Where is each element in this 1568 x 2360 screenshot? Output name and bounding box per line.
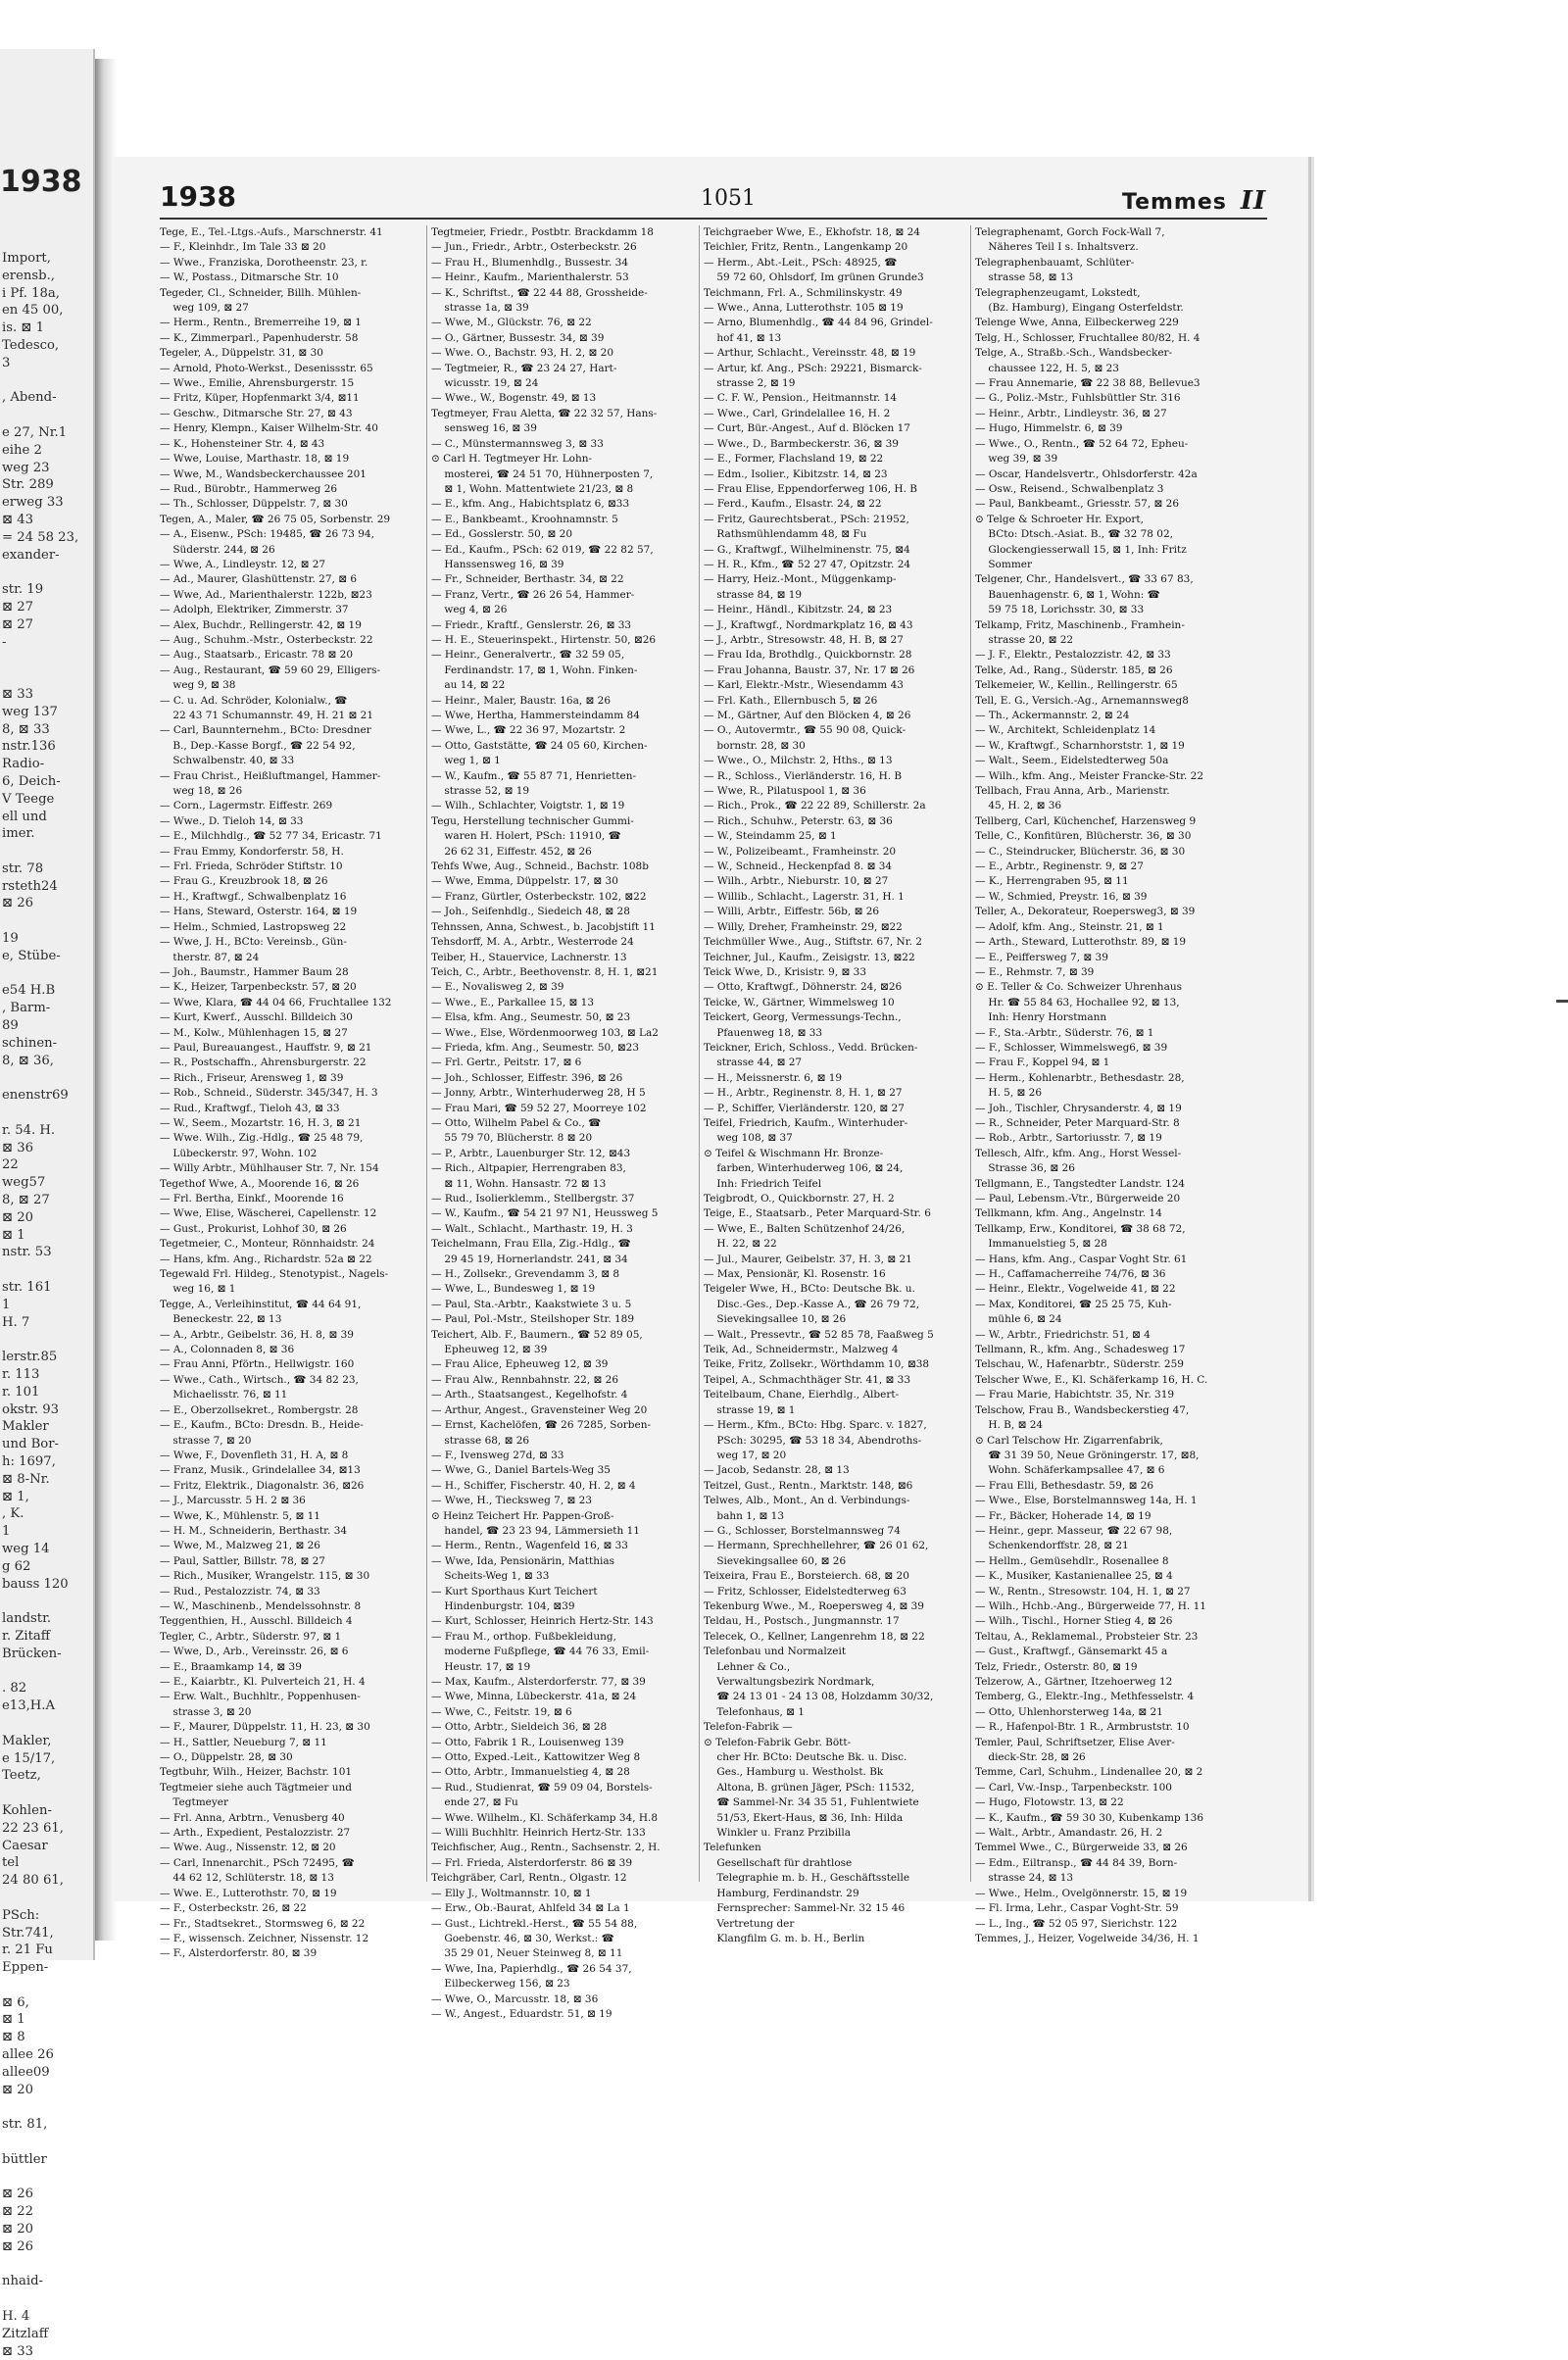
column-divider — [970, 225, 971, 1882]
directory-page — [113, 157, 1311, 2020]
directory-column-2: Tegtmeier, Friedr., Postbtr. Brackdamm 18 — Jun., Friedr., Arbtr., Osterbeckstr. 26 — Frau H., Blumenhdlg., Bussestr. 34 — Heinr., Kaufm., Marienthalerstr. 53 — K., Schriftst., ☎ 22 44 88, Grossheide- strasse 1a, ⊠ 39 — Wwe, M., Glückstr. 76, ⊠ 22 — O., Gärtner, Bussestr. 34, ⊠ 39 — Wwe. O., Bachstr. 93, H. 2, ⊠ 20 — Tegtmeier, R., ☎ 23 24 27, Hart- wicusstr. 19, ⊠ 24 — Wwe., W., Bogenstr. 49, ⊠ 13 Tegtmeyer, Frau Aletta, ☎ 22 32 57, Hans- sensweg 16, ⊠ 39 — C., Münstermannsweg 3, ⊠ 33 ⊙ Carl H. Tegtmeyer Hr. Lohn- mosterei, ☎ 24 51 70, Hühnerposten 7, ⊠ 1, Wohn. Mattentwiete 21/23, ⊠ 8 — E., kfm. Ang., Habichtsplatz 6, ⊠33 — E., Bankbeamt., Kroohnamnstr. 5 — Ed., Gosslerstr. 50, ⊠ 20 — Ed., Kaufm., PSch: 62 019, ☎ 22 82 57, Hanssensweg 16, ⊠ 39 — Fr., Schneider, Berthastr. 34, ⊠ 22 — Franz, Vertr., ☎ 26 26 54, Hammer- weg 4, ⊠ 26 — Friedr., Kraftf., Genslerstr. 26, ⊠ 33 — H. E., Steuerinspekt., Hirtenstr. 50, ⊠26 — Heinr., Generalvertr., ☎ 32 59 05, Ferdinandstr. 17, ⊠ 1, Wohn. Finken- au 14, ⊠ 22 — Heinr., Maler, Baustr. 16a, ⊠ 26 — Wwe, Hertha, Hammersteindamm 84 — Wwe, L., ☎ 22 36 97, Mozartstr. 2 — Otto, Gaststätte, ☎ 24 05 60, Kirchen- weg 1, ⊠ 1 — W., Kaufm., ☎ 55 87 71, Henrietten- strasse 52, ⊠ 19 — Wilh., Schlachter, Voigtstr. 1, ⊠ 19 Tegu, Herstellung technischer Gummi- waren H. Holert, PSch: 11910, ☎ 26 62 31, Eiffestr. 452, ⊠ 26 Tehfs Wwe, Aug., Schneid., Bachstr. 108b — Wwe, Emma, Düppelstr. 17, ⊠ 30 — Franz, Gürtler, Osterbeckstr. 102, ⊠22 — Joh., Seifenhdlg., Siedeich 48, ⊠ 28 Tehnssen, Anna, Schwest., b. Jacobjstift 11 Tehsdorff, M. A., Arbtr., Westerrode 24 Teiber, H., Stauervice, Lachnerstr. 13 Teich, C., Arbtr., Beethovenstr. 8, H. 1, ⊠21 — E., Novalisweg 2, ⊠ 39 — Wwe., E., Parkallee 15, ⊠ 13 — Elsa, kfm. Ang., Seumestr. 50, ⊠ 23 — Wwe., Else, Wördenmoorweg 103, ⊠ La2 — Frieda, kfm. Ang., Seumestr. 50, ⊠23 — Frl. Gertr., Peitstr. 17, ⊠ 6 — Joh., Schlosser, Eiffestr. 396, ⊠ 26 — Jonny, Arbtr., Winterhuderweg 28, H 5 — Frau Mari, ☎ 59 52 27, Moorreye 102 — Otto, Wilhelm Pabel & Co., ☎ 55 79 70, Blücherstr. 8 ⊠ 20 — P., Arbtr., Lauenburger Str. 12, ⊠43 — Rich., Altpapier, Herrengraben 83, ⊠ 11, Wohn. Hansastr. 72 ⊠ 13 — Rud., Isolierklemm., Stellbergstr. 37 — W., Kaufm., ☎ 54 21 97 N1, Heussweg 5 — Walt., Schlacht., Marthastr. 19, H. 3 Teichelmann, Frau Ella, Zig.-Hdlg., ☎ 29 45 19, Hornerlandstr. 241, ⊠ 34 — H., Zollsekr., Grevendamm 3, ⊠ 8 — Wwe, L., Bundesweg 1, ⊠ 19 — Paul, Sta.-Arbtr., Kaakstwiete 3 u. 5 — Paul, Pol.-Mstr., Steilshoper Str. 189 Teichert, Alb. F., Baumern., ☎ 52 89 05, Epheuweg 12, ⊠ 39 — Frau Alice, Epheuweg 12, ⊠ 39 — Frau Alw., Rennbahnstr. 22, ⊠ 26 — Arth., Staatsangest., Kegelhofstr. 4 — Arthur, Angest., Gravensteiner Weg 20 — Ernst, Kachelöfen, ☎ 26 7285, Sorben- strasse 68, ⊠ 26 — F., Ivensweg 27d, ⊠ 33 — Wwe, G., Daniel Bartels-Weg 35 — H., Schiffer, Fischerstr. 40, H. 2, ⊠ 4 — Wwe, H., Tiecksweg 7, ⊠ 23 ⊙ Heinz Teichert Hr. Pappen-Groß- handel, ☎ 23 23 94, Lämmersieth 11 — Herm., Rentn., Wagenfeld 16, ⊠ 33 — Wwe, Ida, Pensionärin, Matthias Scheits-Weg 1, ⊠ 33 — Kurt Sporthaus Kurt Teichert Hindenburgstr. 104, ⊠39 — Kurt, Schlosser, Heinrich Hertz-Str. 143 — Frau M., orthop. Fußbekleidung, moderne Fußpflege, ☎ 44 76 33, Emil- Heustr. 17, ⊠ 19 — Max, Kaufm., Alsterdorferstr. 77, ⊠ 39 — Wwe, Minna, Lübeckerstr. 41a, ⊠ 24 — Wwe, C., Feitstr. 19, ⊠ 6 — Otto, Arbtr., Sieldeich 36, ⊠ 28 — Otto, Fabrik 1 R., Louisenweg 139 — Otto, Exped.-Leit., Kattowitzer Weg 8 — Otto, Arbtr., Immanuelstieg 4, ⊠ 28 — Rud., Studienrat, ☎ 59 09 04, Borstels- ende 27, ⊠ Fu — Wwe. Wilhelm., Kl. Schäferkamp 34, H.8 — Willi Buchhltr. Heinrich Hertz-Str. 133 Teichfischer, Aug., Rentn., Sachsenstr. 2, H. — Frl. Frieda, Alsterdorferstr. 86 ⊠ 39 Teichgräber, Carl, Rentn., Olgastr. 12 — Elly J., Woltmannstr. 10, ⊠ 1 — Erw., Ob.-Baurat, Ahlfeld 34 ⊠ La 1 — Gust., Lichtrekl.-Herst., ☎ 55 54 88, Goebenstr. 46, ⊠ 30, Werkst.: ☎ 35 29 01, Neuer Steinweg 8, ⊠ 11 — Wwe, Ina, Papierhdlg., ☎ 26 54 37, Eilbeckerweg 156, ⊠ 23 — Wwe, O., Marcusstr. 18, ⊠ 36 — W., Angest., Eduardstr. 51, ⊠ 19 — [431, 226, 661, 2020]
column-divider — [426, 225, 427, 1882]
directory-column-1: Tege, E., Tel.-Ltgs.-Aufs., Marschnerstr. 41 — F., Kleinhdr., Im Tale 33 ⊠ 20 — Wwe., Franziska, Dorotheenstr. 23, r. — W., Postass., Ditmarsche Str. 10 Tegeder, Cl., Schneider, Billh. Mühlen- weg 109, ⊠ 27 — Herm., Rentn., Bremerreihe 19, ⊠ 1 — K., Zimmerparl., Papenhuderstr. 58 Tegeler, A., Düppelstr. 31, ⊠ 30 — Arnold, Photo-Werkst., Desenissstr. 65 — Wwe., Emilie, Ahrensburgerstr. 15 — Fritz, Küper, Hopfenmarkt 3/4, ⊠11 — Geschw., Ditmarsche Str. 27, ⊠ 43 — Henry, Klempn., Kaiser Wilhelm-Str. 40 — K., Hohensteiner Str. 4, ⊠ 43 — Wwe, Louise, Marthastr. 18, ⊠ 19 — Wwe, M., Wandsbeckerchaussee 201 — Rud., Bürobtr., Hammerweg 26 — Th., Schlosser, Düppelstr. 7, ⊠ 30 Tegen, A., Maler, ☎ 26 75 05, Sorbenstr. 29 — A., Eisenw., PSch: 19485, ☎ 26 73 94, Süderstr. 244, ⊠ 26 — Wwe, A., Lindleystr. 12, ⊠ 27 — Ad., Maurer, Glashüttenstr. 27, ⊠ 6 — Wwe, Ad., Marienthalerstr. 122b, ⊠23 — Adolph, Elektriker, Zimmerstr. 37 — Alex, Buchdr., Rellingerstr. 42, ⊠ 19 — Aug., Schuhm.-Mstr., Osterbeckstr. 22 — Aug., Staatsarb., Ericastr. 78 ⊠ 20 — Aug., Restaurant, ☎ 59 60 29, Elligers- weg 9, ⊠ 38 — C. u. Ad. Schröder, Kolonialw., ☎ 22 43 71 Schumannstr. 49, H. 21 ⊠ 21 — Carl, Baunnternehm., BCto: Dresdner B., Dep.-Kasse Borgf., ☎ 22 54 92, Schwalbenstr. 40, ⊠ 33 — Frau Christ., Heißluftmangel, Hammer- weg 18, ⊠ 26 — Corn., Lagermstr. Eiffestr. 269 — Wwe., D. Tieloh 14, ⊠ 33 — E., Milchhdlg., ☎ 52 77 34, Ericastr. 71 — Frau Emmy, Kondorferstr. 58, H. — Frl. Frieda, Schröder Stiftstr. 10 — Frau G., Kreuzbrook 18, ⊠ 26 — H., Kraftwgf., Schwalbenplatz 16 — Hans, Steward, Osterstr. 164, ⊠ 19 — Helm., Schmied, Lastropsweg 22 — Wwe, J. H., BCto: Vereinsb., Gün- therstr. 87, ⊠ 24 — Joh., Baumstr., Hammer Baum 28 — K., Heizer, Tarpenbeckstr. 57, ⊠ 20 — Wwe, Klara, ☎ 44 04 66, Fruchtallee 132 — Kurt, Kwerf., Ausschl. Billdeich 30 — M., Kolw., Mühlenhagen 15, ⊠ 27 — Paul, Bureauangest., Hauffstr. 9, ⊠ 21 — R., Postschaffn., Ahrensburgerstr. 22 — Rich., Friseur, Arensweg 1, ⊠ 39 — Rob., Schneid., Süderstr. 345/347, H. 3 — Rud., Kraftwgf., Tieloh 43, ⊠ 33 — W., Seem., Mozartstr. 16, H. 3, ⊠ 21 — Wwe. Wilh., Zig.-Hdlg., ☎ 25 48 79, Lübeckerstr. 97, Wohn. 102 — Willy Arbtr., Mühlhauser Str. 7, Nr. 154 Tegethof Wwe, A., Moorende 16, ⊠ 26 — Frl. Bertha, Einkf., Moorende 16 — Wwe, Elise, Wäscherei, Capellenstr. 12 — Gust., Prokurist, Lohhof 30, ⊠ 26 Tegetmeier, C., Monteur, Rönnhaidstr. 24 — Hans, kfm. Ang., Richardstr. 52a ⊠ 22 Tegewald Frl. Hildeg., Stenotypist., Nagels- weg 16, ⊠ 1 Tegge, A., Verleihinstitut, ☎ 44 64 91, Beneckestr. 22, ⊠ 13 — A., Arbtr., Geibelstr. 36, H. 8, ⊠ 39 — A., Colonnaden 8, ⊠ 36 — Frau Anni, Pförtn., Hellwigstr. 160 — Wwe., Cath., Wirtsch., ☎ 34 82 23, Michaelisstr. 76, ⊠ 11 — E., Oberzollsekret., Rombergstr. 28 — E., Kaufm., BCto: Dresdn. B., Heide- strasse 7, ⊠ 20 — Wwe, F., Dovenfleth 31, H. A, ⊠ 8 — Franz, Musik., Grindelallee 34, ⊠13 — Fritz, Elektrik., Diagonalstr. 36, ⊠26 — J., Marcusstr. 5 H. 2 ⊠ 36 — Wwe, K., Mühlenstr. 5, ⊠ 11 — H. M., Schneiderin, Berthastr. 34 — Wwe, M., Malzweg 21, ⊠ 26 — Paul, Sattler, Billstr. 78, ⊠ 27 — Rich., Musiker, Wrangelstr. 115, ⊠ 30 — Rud., Pestalozzistr. 74, ⊠ 33 — W., Maschinenb., Mendelssohnstr. 8 Teggenthien, H., Ausschl. Billdeich 4 Tegler, C., Arbtr., Süderstr. 97, ⊠ 1 — Wwe, D., Arb., Vereinsstr. 26, ⊠ 6 — E., Braamkamp 14, ⊠ 39 — E., Kaiarbtr., Kl. Pulverteich 21, H. 4 — Erw. Walt., Buchhltr., Poppenhusen- strasse 3, ⊠ 20 — F., Maurer, Düppelstr. 11, H. 23, ⊠ 30 — H., Sattler, Neueburg 7, ⊠ 11 — O., Düppelstr. 28, ⊠ 30 Tegtbuhr, Wilh., Heizer, Bachstr. 101 Tegtmeier siehe auch Tägtmeier und Tegtmeyer — Frl. Anna, Arbtrn., Venusberg 40 — Arth., Expedient, Pestalozzistr. 27 — Wwe. Aug., Nissenstr. 12, ⊠ 20 — Carl, Innenarchit., PSch 72495, ☎ 44 62 12, Schlüterstr. 18, ⊠ 13 — Wwe. E., Lutterothstr. 70, ⊠ 19 — F., Osterbeckstr. 26, ⊠ 22 — Fr., Stadtsekret., Stormsweg 6, ⊠ 22 — F., wissensch. Zeichner, Nissenstr. 12 — F., Alsterdorferstr. 80, ⊠ 39 — [160, 226, 392, 1960]
previous-page-column: Import, erensb., i Pf. 18a, en 45 00, is. ⊠ 1 Tedesco, 3 , Abend- e 27, Nr.1 eihe 2 weg 23 Str. 289 erweg 33 ⊠ 43 = 24 58 23, exander- str. 19 ⊠ 27 ⊠ 27 - ⊠ 33 weg 137 8, ⊠ 33 nstr.136 Radio- 6, Deich- V Teege ell und imer. str. 78 rsteth24 ⊠ 26 19 e, Stübe- e54 H.B , Barm- 89 schinen- 8, ⊠ 36, enenstr69 r. 54. H. ⊠ 36 22 weg57 8, ⊠ 27 ⊠ 20 ⊠ 1 nstr. 53 str. 161 1 H. 7 lerstr.85 r. 113 r. 101 okstr. 93 Makler und Bor- h: 1697, ⊠ 8-Nr. ⊠ 1, , K. 1 weg 14 g 62 bauss 120 landstr. r. Zitaff Brücken- . 82 e13,H.A Makler, e 15/17, Teetz, Kohlen- 22 23 61, Caesar tel 24 80 61, PSch: Str.741, r. 21 Fu Eppen- ⊠ 6, ⊠ 1 ⊠ 8 allee 26 allee09 ⊠ 20 str. 81, büttler ⊠ 26 ⊠ 22 ⊠ 20 ⊠ 26 nhaid- H. 4 Zitzlaff ⊠ 33 — [2, 251, 79, 2359]
scan-edge-mark — [1556, 1000, 1568, 1003]
directory-column-3: Teichgraeber Wwe, E., Ekhofstr. 18, ⊠ 24 Teichler, Fritz, Rentn., Langenkamp 20 — Herm., Abt.-Leit., PSch: 48925, ☎ 59 72 60, Ohlsdorf, Im grünen Grunde3 Teichmann, Frl. A., Schmilinskystr. 49 — Wwe., Anna, Lutterothstr. 105 ⊠ 19 — Arno, Blumenhdlg., ☎ 44 84 96, Grindel- hof 41, ⊠ 13 — Arthur, Schlacht., Vereinsstr. 48, ⊠ 19 — Artur, kf. Ang., PSch: 29221, Bismarck- strasse 2, ⊠ 19 — C. F. W., Pension., Heitmannstr. 14 — Wwe., Carl, Grindelallee 16, H. 2 — Curt, Bür.-Angest., Auf d. Blöcken 17 — Wwe., D., Barmbeckerstr. 36, ⊠ 39 — E., Former, Flachsland 19, ⊠ 22 — Edm., Isolier., Kibitzstr. 14, ⊠ 23 — Frau Elise, Eppendorferweg 106, H. B — Ferd., Kaufm., Elsastr. 24, ⊠ 22 — Fritz, Gaurechtsberat., PSch: 21952, Rathsmühlendamm 48, ⊠ Fu — G., Kraftwgf., Wilhelminenstr. 75, ⊠4 — H. R., Kfm., ☎ 52 27 47, Opitzstr. 24 — Harry, Heiz.-Mont., Müggenkamp- strasse 84, ⊠ 19 — Heinr., Händl., Kibitzstr. 24, ⊠ 23 — J., Kraftwgf., Nordmarkplatz 16, ⊠ 43 — J., Arbtr., Stresowstr. 48, H. B, ⊠ 27 — Frau Ida, Brothdlg., Quickbornstr. 28 — Frau Johanna, Baustr. 37, Nr. 17 ⊠ 26 — Karl, Elektr.-Mstr., Wiesendamm 43 — Frl. Kath., Ellernbusch 5, ⊠ 26 — M., Gärtner, Auf den Blöcken 4, ⊠ 26 — O., Autovermtr., ☎ 55 90 08, Quick- bornstr. 28, ⊠ 30 — Wwe., O., Milchstr. 2, Hths., ⊠ 13 — R., Schloss., Vierländerstr. 16, H. B — Wwe, R., Pilatuspool 1, ⊠ 36 — Rich., Prok., ☎ 22 22 89, Schillerstr. 2a — Rich., Schuhw., Peterstr. 63, ⊠ 36 — W., Steindamm 25, ⊠ 1 — W., Polizeibeamt., Framheinstr. 20 — W., Schneid., Heckenpfad 8. ⊠ 34 — Wilh., Arbtr., Nieburstr. 10, ⊠ 27 — Willib., Schlacht., Lagerstr. 31, H. 1 — Willi, Arbtr., Eiffestr. 56b, ⊠ 26 — Willy, Dreher, Framheinstr. 29, ⊠22 Teichmüller Wwe., Aug., Stiftstr. 67, Nr. 2 Teichner, Jul., Kaufm., Zeisigstr. 13, ⊠22 Teick Wwe, D., Krisistr. 9, ⊠ 33 — Otto, Kraftwgf., Döhnerstr. 24, ⊠26 Teicke, W., Gärtner, Wimmelsweg 10 Teickert, Georg, Vermessungs-Techn., Pfauenweg 18, ⊠ 33 Teickner, Erich, Schloss., Vedd. Brücken- strasse 44, ⊠ 27 — H., Meissnerstr. 6, ⊠ 19 — H., Arbtr., Reginenstr. 8, H. 1, ⊠ 27 — P., Schiffer, Vierländerstr. 120, ⊠ 27 Teifel, Friedrich, Kaufm., Winterhuder- weg 108, ⊠ 37 ⊙ Teifel & Wischmann Hr. Bronze- farben, Winterhuderweg 106, ⊠ 24, Inh: Friedrich Teifel Teigbrodt, O., Quickbornstr. 27, H. 2 Teige, E., Staatsarb., Peter Marquard-Str. 6 — Wwe, E., Balten Schützenhof 24/26, H. 22, ⊠ 22 — Jul., Maurer, Geibelstr. 37, H. 3, ⊠ 21 — Max, Pensionär, Kl. Rosenstr. 16 Teigeler Wwe, H., BCto: Deutsche Bk. u. Disc.-Ges., Dep.-Kasse A., ☎ 26 79 72, Sievekingsallee 10, ⊠ 26 — Walt., Pressevtr., ☎ 52 85 78, Faaßweg 5 Teik, Ad., Schneidermstr., Malzweg 4 Teike, Fritz, Zollsekr., Wörthdamm 10, ⊠38 Teipel, A., Schmachthäger Str. 41, ⊠ 33 Teitelbaum, Chane, Eierhdlg., Albert- strasse 19, ⊠ 1 — Herm., Kfm., BCto: Hbg. Sparc. v. 1827, PSch: 30295, ☎ 53 18 34, Abendroths- weg 17, ⊠ 20 — Jacob, Sedanstr. 28, ⊠ 13 Teitzel, Gust., Rentn., Marktstr. 148, ⊠6 Telwes, Alb., Mont., An d. Verbindungs- bahn 1, ⊠ 13 — G., Schlosser, Borstelmannsweg 74 — Hermann, Sprechhellehrer, ☎ 26 01 62, Sievekingsallee 60, ⊠ 26 Teixeira, Frau E., Borsteierch. 68, ⊠ 20 — Fritz, Schlosser, Eidelstedterweg 63 Tekenburg Wwe., M., Roepersweg 4, ⊠ 39 Teldau, H., Postsch., Jungmannstr. 17 Telecek, O., Kellner, Langenrehm 18, ⊠ 22 Telefonbau und Normalzeit Lehner & Co., Verwaltungsbezirk Nordmark, ☎ 24 13 01 - 24 13 08, Holzdamm 30/32, Telefonhaus, ⊠ 1 Telefon-Fabrik — ⊙ Telefon-Fabrik Gebr. Bött- cher Hr. BCto: Deutsche Bk. u. Disc. Ges., Hamburg u. Westholst. Bk Altona, B. grünen Jäger, PSch: 11532, ☎ Sammel-Nr. 34 35 51, Fuhlentwiete 51/53, Ekert-Haus, ⊠ 36, Inh: Hilda Winkler u. Franz Przibilla Telefunken Gesellschaft für drahtlose Telegraphie m. b. H., Geschäftsstelle Hamburg, Ferdinandstr. 29 Fernsprecher: Sammel-Nr. 32 15 46 Vertretung der Klangfilm G. m. b. H., Berlin — [704, 226, 934, 1944]
page-year: 1938 — [160, 180, 236, 213]
column-divider — [699, 225, 700, 1882]
page-catchword — [1122, 186, 1266, 216]
header-rule — [160, 218, 1267, 220]
catchword-text: Temmes — [1122, 190, 1227, 215]
previous-page-year: 1938 — [0, 165, 82, 199]
directory-column-4: Telegraphenamt, Gorch Fock-Wall 7, Näheres Teil I s. Inhaltsverz. Telegraphenbauamt, Schlüter- strasse 58, ⊠ 13 Telegraphenzeugamt, Lokstedt, (Bz. Hamburg), Eingang Osterfeldstr. Telenge Wwe, Anna, Eilbeckerweg 229 Telg, H., Schlosser, Fruchtallee 80/82, H. 4 Telge, A., Straßb.-Sch., Wandsbecker- chaussee 122, H. 5, ⊠ 23 — Frau Annemarie, ☎ 22 38 88, Bellevue3 — G., Poliz.-Mstr., Fuhlsbüttler Str. 316 — Heinr., Arbtr., Lindleystr. 36, ⊠ 27 — Hugo, Himmelstr. 6, ⊠ 39 — Wwe., O., Rentn., ☎ 52 64 72, Epheu- weg 39, ⊠ 39 — Oscar, Handelsvertr., Ohlsdorferstr. 42a — Osw., Reisend., Schwalbenplatz 3 — Paul, Bankbeamt., Griesstr. 57, ⊠ 26 ⊙ Telge & Schroeter Hr. Export, BCto: Dtsch.-Asiat. B., ☎ 32 78 02, Glockengiesserwall 15, ⊠ 1, Inh: Fritz Sommer Telgener, Chr., Handelsvert., ☎ 33 67 83, Bauenhagenstr. 6, ⊠ 1, Wohn: ☎ 59 75 18, Lorichsstr. 30, ⊠ 33 Telkamp, Fritz, Maschinenb., Framhein- strasse 20, ⊠ 22 — J. F., Elektr., Pestalozzistr. 42, ⊠ 33 Telke, Ad., Rang., Süderstr. 185, ⊠ 26 Telkemeier, W., Kellin., Rellingerstr. 65 Tell, E. G., Versich.-Ag., Arnemannsweg8 — Th., Ackermannstr. 2, ⊠ 24 — W., Architekt, Schleidenplatz 14 — W., Kraftwgf., Scharnhorststr. 1, ⊠ 19 — Walt., Seem., Eidelstedterweg 50a — Wilh., kfm. Ang., Meister Francke-Str. 22 Tellbach, Frau Anna, Arb., Marienstr. 45, H. 2, ⊠ 36 Tellberg, Carl, Küchenchef, Harzensweg 9 Telle, C., Konfitüren, Blücherstr. 36, ⊠ 30 — C., Steindrucker, Blücherstr. 36, ⊠ 30 — E., Arbtr., Reginenstr. 9, ⊠ 27 — K., Herrengraben 95, ⊠ 11 — W., Schmied, Preystr. 16, ⊠ 39 Teller, A., Dekorateur, Roepersweg3, ⊠ 39 — Adolf, kfm. Ang., Steinstr. 21, ⊠ 1 — Arth., Steward, Lutterothstr. 89, ⊠ 19 — E., Peiffersweg 7, ⊠ 39 — E., Rehmstr. 7, ⊠ 39 ⊙ E. Teller & Co. Schweizer Uhrenhaus Hr. ☎ 55 84 63, Hochallee 92, ⊠ 13, Inh: Henry Horstmann — F., Sta.-Arbtr., Süderstr. 76, ⊠ 1 — F., Schlosser, Wimmelsweg6, ⊠ 39 — Frau F., Koppel 94, ⊠ 1 — Herm., Kohlenarbtr., Bethesdastr. 28, H. 5, ⊠ 26 — Joh., Tischler, Chrysanderstr. 4, ⊠ 19 — R., Schneider, Peter Marquard-Str. 8 — Rob., Arbtr., Sartoriusstr. 7, ⊠ 19 Tellesch, Alfr., kfm. Ang., Horst Wessel- Strasse 36, ⊠ 26 Tellgmann, E., Tangstedter Landstr. 124 — Paul, Lebensm.-Vtr., Bürgerweide 20 Tellkmann, kfm. Ang., Angelnstr. 14 Tellkamp, Erw., Konditorei, ☎ 38 68 72, Immanuelstieg 5, ⊠ 28 — Hans, kfm. Ang., Caspar Voght Str. 61 — H., Caffamacherreihe 74/76, ⊠ 36 — Heinr., Elektr., Vogelweide 41, ⊠ 22 — Max, Konditorei, ☎ 25 25 75, Kuh- mühle 6, ⊠ 24 — W., Arbtr., Friedrichstr. 51, ⊠ 4 Tellmann, R., kfm. Ang., Schadesweg 17 Telschau, W., Hafenarbtr., Süderstr. 259 Telscher Wwe, E., Kl. Schäferkamp 16, H. C. — Frau Marie, Habichtstr. 35, Nr. 319 Telschow, Frau B., Wandsbeckerstieg 47, H. B, ⊠ 24 ⊙ Carl Telschow Hr. Zigarrenfabrik, ☎ 31 39 50, Neue Gröningerstr. 17, ⊠8, Wohn. Schäferkampsallee 47, ⊠ 6 — Frau Elli, Bethesdastr. 59, ⊠ 26 — Wwe., Else, Borstelmannsweg 14a, H. 1 — Fr., Bäcker, Hoherade 14, ⊠ 19 — Heinr., gepr. Masseur, ☎ 22 67 98, Schenkendorffstr. 28, ⊠ 21 — Hellm., Gemüsehdlr., Rosenallee 8 — K., Musiker, Kastanienallee 25, ⊠ 4 — W., Rentn., Stresowstr. 104, H. 1, ⊠ 27 — Wilh., Hchb.-Ang., Bürgerweide 77, H. 11 — Wilh., Tischl., Horner Stieg 4, ⊠ 26 Teltau, A., Reklamemal., Probsteier Str. 23 — Gust., Kraftwgf., Gänsemarkt 45 a Telz, Friedr., Osterstr. 80, ⊠ 19 Telzerow, A., Gärtner, Itzehoerweg 12 Temberg, G., Elektr.-Ing., Methfesselstr. 4 — Otto, Uhlenhorsterweg 14a, ⊠ 21 — R., Hafenpol-Btr. 1 R., Armbruststr. 10 Temler, Paul, Schriftsetzer, Elise Aver- dieck-Str. 28, ⊠ 26 Temme, Carl, Schuhm., Lindenallee 20, ⊠ 2 — Carl, Vw.-Insp., Tarpenbeckstr. 100 — Hugo, Flotowstr. 13, ⊠ 22 — K., Kaufm., ☎ 59 30 30, Kubenkamp 136 — Walt., Arbtr., Amandastr. 26, H. 2 Temmel Wwe., C., Bürgerweide 33, ⊠ 26 — Edm., Eiltransp., ☎ 44 84 39, Born- strasse 24, ⊠ 13 — Wwe., Helm., Ovelgönnerstr. 15, ⊠ 19 — Fl. Irma, Lehr., Caspar Voght-Str. 59 — L., Ing., ☎ 52 05 97, Sierichstr. 122 Temmes, J., Heizer, Vogelweide 34/36, H. 1 — [975, 226, 1208, 1944]
page-number: 1051 — [701, 186, 756, 211]
volume-number: II — [1240, 186, 1267, 216]
previous-page-edge — [0, 49, 95, 2359]
